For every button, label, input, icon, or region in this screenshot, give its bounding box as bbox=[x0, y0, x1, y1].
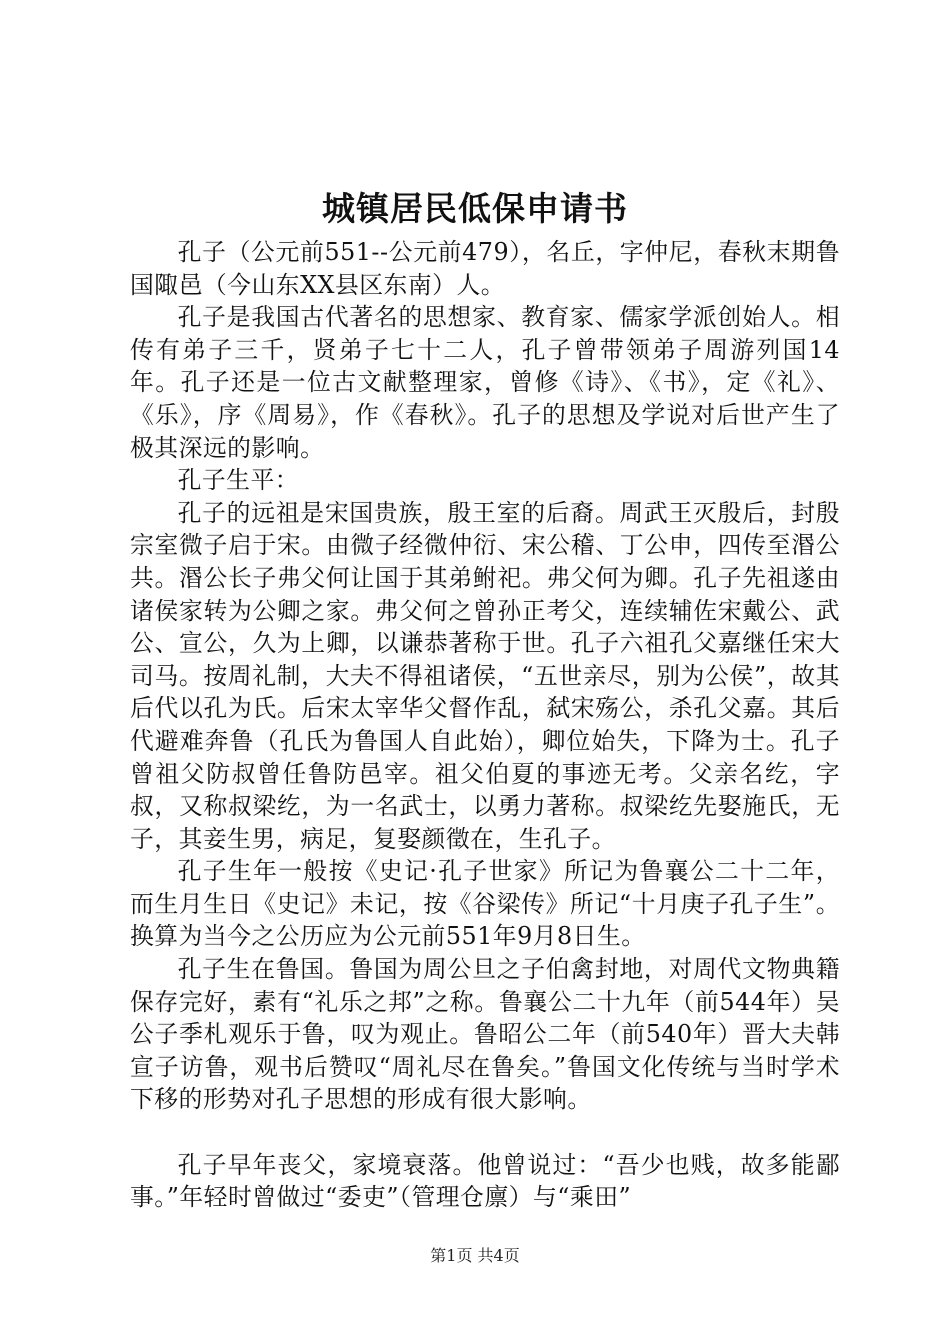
paragraph-intro: 孔子（公元前551--公元前479），名丘，字仲尼，春秋末期鲁国陬邑（今山东XX县区东南）人。 bbox=[130, 238, 840, 299]
paragraph-ancestry: 孔子的远祖是宋国贵族，殷王室的后裔。周武王灭殷后，封殷宗室微子启于宋。由微子经微仲衍、宋公稽、丁公申，四传至湣公共。湣公长子弗父何让国于其弟鲋祀。弗父何为卿。孔子先祖遂由诸侯家转为公卿之家。弗父何之曾孙正考父，连续辅佐宋戴公、武公、宣公，久为上卿，以谦恭著称于世。孔子六祖孔父嘉继任宋大司马。按周礼制，大夫不得祖诸侯，“五世亲尽，别为公侯”，故其后代以孔为氏。后宋太宰华父督作乱，弑宋殇公，杀孔父嘉。其后代避难奔鲁（孔氏为鲁国人自此始），卿位始失，下降为士。孔子曾祖父防叔曾任鲁防邑宰。祖父伯夏的事迹无考。父亲名纥，字叔，又称叔梁纥，为一名武士，以勇力著称。叔梁纥先娶施氏，无子，其妾生男，病足，复娶颜徵在，生孔子。 bbox=[130, 498, 840, 853]
document-body bbox=[130, 236, 840, 1214]
page-number-footer: 第1页 共4页 bbox=[430, 1246, 520, 1265]
paragraph-early-life: 孔子早年丧父，家境衰落。他曾说过：“吾少也贱，故多能鄙事。”年轻时曾做过“委吏”（管理仓廪）与“乘田” bbox=[130, 1150, 840, 1212]
paragraph-birth-date: 孔子生年一般按《史记·孔子世家》所记为鲁襄公二十二年，而生月生日《史记》未记，按《谷梁传》所记“十月庚子孔子生”。换算为当今之公历应为公元前551年9月8日生。 bbox=[130, 857, 840, 951]
paragraph-heading-biography: 孔子生平： bbox=[177, 466, 300, 495]
paragraph-lu-state: 孔子生在鲁国。鲁国为周公旦之子伯禽封地，对周代文物典籍保存完好，素有“礼乐之邦”之称。鲁襄公二十九年（前544年）吴公子季札观乐于鲁，叹为观止。鲁昭公二年（前540年）晋大夫韩宣子访鲁，观书后赞叹“周礼尽在鲁矣。”鲁国文化传统与当时学术下移的形势对孔子思想的形成有很大影响。 bbox=[130, 955, 840, 1114]
document-title: 城镇居民低保申请书 bbox=[322, 189, 628, 228]
paragraph-overview: 孔子是我国古代著名的思想家、教育家、儒家学派创始人。相传有弟子三千，贤弟子七十二人，孔子曾带领弟子周游列国14年。孔子还是一位古文献整理家，曾修《诗》、《书》，定《礼》、《乐》，序《周易》，作《春秋》。孔子的思想及学说对后世产生了极其深远的影响。 bbox=[130, 303, 840, 462]
